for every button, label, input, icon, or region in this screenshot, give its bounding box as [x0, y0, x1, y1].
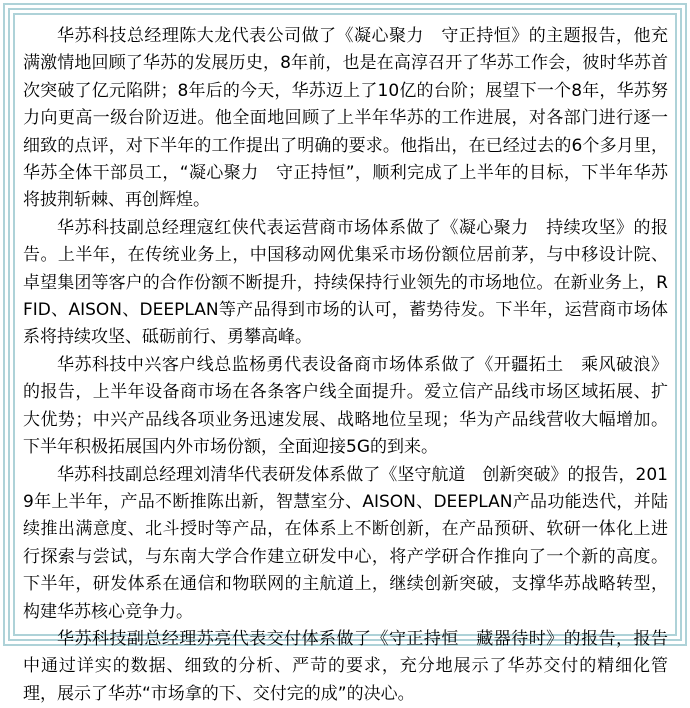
article-body: [23, 23, 668, 704]
paragraph-general-manager-report: 华苏科技总经理陈大龙代表公司做了《凝心聚力 守正持恒》的主题报告，他充满激情地回顾了华苏的发展历史，8年前，也是在高淳召开了华苏工作会，彼时华苏首次突破了亿元陷阱；8年后的今天，华苏迈上了10亿的台阶；展望下一个8年，华苏努力向更高一级台阶迈进。他全面地回顾了上半年华苏的工作进展，对各部门进行逐一细致的点评，对下半年的工作提出了明确的要求。他指出，在已经过去的6个多月里，华苏全体干部员工，“凝心聚力 守正持恒”，顺利完成了上半年的目标，下半年华苏将披荆斩棘、再创辉煌。: [23, 26, 668, 211]
middle-border-frame: [8, 8, 682, 704]
outer-border-frame: [3, 3, 687, 704]
paragraph-equipment-market-report: 华苏科技中兴客户线总监杨勇代表设备商市场体系做了《开疆拓土 乘风破浪》的报告，上半年设备商市场在各条客户线全面提升。爱立信产品线市场区域拓展、扩大优势；中兴产品线各项业务迅速发展、战略地位呈现；华为产品线营收大幅增加。下半年积极拓展国内外市场份额，全面迎接5G的到来。: [23, 354, 668, 458]
paragraph-rnd-report: 华苏科技副总经理刘清华代表研发体系做了《坚守航道 创新突破》的报告，2019年上半年，产品不断推陈出新，智慧室分、AISON、DEEPLAN产品功能迭代，并陆续推出满意度、北斗授时等产品，在体系上不断创新，在产品预研、软研一体化上进行探索与尝试，与东南大学合作建立研发中心，将产学研合作推向了一个新的高度。下半年，研发体系在通信和物联网的主航道上，继续创新突破，支撑华苏战略转型，构建华苏核心竞争力。: [23, 464, 668, 622]
inner-border-frame: [13, 13, 677, 704]
paragraph-delivery-report: 华苏科技副总经理苏亮代表交付体系做了《守正持恒 藏器待时》的报告，报告中通过详实的数据、细致的分析、严苛的要求，充分地展示了华苏交付的精细化管理，展示了华苏“市场拿的下、交付完的成”的决心。: [23, 628, 668, 704]
paragraph-operator-market-report: 华苏科技副总经理寇红侠代表运营商市场体系做了《凝心聚力 持续攻坚》的报告。上半年，在传统业务上，中国移动网优集采市场份额位居前茅，与中移设计院、卓望集团等客户的合作份额不断提升，持续保持行业领先的市场地位。在新业务上，RFID、AISON、DEEPLAN等产品得到市场的认可，蓄势待发。下半年，运营商市场体系将持续攻坚、砥砺前行、勇攀高峰。: [23, 217, 668, 348]
